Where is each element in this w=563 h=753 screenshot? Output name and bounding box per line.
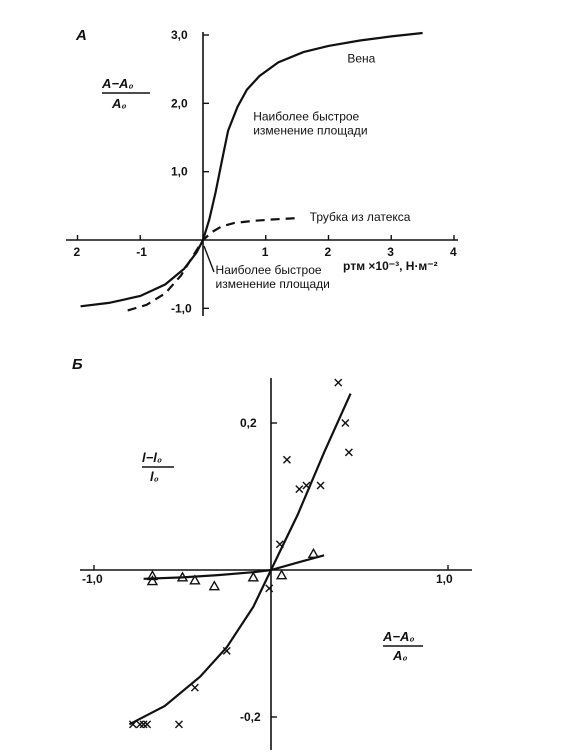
chart-a-x-tick-label: -1 xyxy=(136,245,147,259)
scatter-point-triangle xyxy=(249,573,258,581)
scatter-point-cross xyxy=(303,482,310,489)
chart-a-y-tick-label: -1,0 xyxy=(171,301,192,316)
chart-a-annotation: Наиболее быстрое изменение площади xyxy=(253,109,368,138)
chart-b-y-tick-label: 0,2 xyxy=(240,416,257,430)
chart-a-x-tick-label: 1 xyxy=(261,245,269,259)
chart-a-annotation: Наиболее быстрое изменение площади xyxy=(215,263,330,292)
chart-b-x-tick-label: -1,0 xyxy=(82,572,103,586)
chart-a-annotation: Трубка из латекса xyxy=(309,209,411,224)
chart-a-ylabel-denominator: A₀ xyxy=(112,96,127,111)
chart-a xyxy=(66,27,458,316)
scatter-point-cross xyxy=(296,486,303,493)
scatter-point-cross xyxy=(175,721,182,728)
scatter-point-cross xyxy=(140,721,147,728)
chart-b-fit-line xyxy=(129,394,350,725)
scatter-point-triangle xyxy=(277,571,286,579)
chart-a-panel-label: А xyxy=(76,27,87,44)
scatter-point-triangle xyxy=(210,582,219,590)
chart-b-xlabel-numerator: A−A₀ xyxy=(383,629,415,644)
chart-a-x-tick-label: 2 xyxy=(73,245,81,259)
chart-a-y-tick-label: 1,0 xyxy=(171,164,188,179)
scatter-point-cross xyxy=(137,721,144,728)
chart-a-x-tick-label: 3 xyxy=(387,245,394,259)
chart-b-panel-label: Б xyxy=(72,356,83,373)
chart-b-fit-line xyxy=(144,555,325,579)
chart-a-annotation: Вена xyxy=(347,51,376,66)
chart-a-x-tick-label: 4 xyxy=(450,245,457,259)
scatter-point-cross xyxy=(283,456,290,463)
chart-b-ylabel-denominator: l₀ xyxy=(150,469,159,484)
scatter-point-cross xyxy=(144,721,151,728)
scatter-point-cross xyxy=(335,379,342,386)
chart-b xyxy=(72,356,472,750)
chart-b-x-tick-label: 1,0 xyxy=(436,572,453,586)
chart-a-x-tick-label: 2 xyxy=(324,245,332,259)
scatter-point-cross xyxy=(345,449,352,456)
scatter-point-cross xyxy=(342,420,349,427)
chart-a-y-tick-label: 3,0 xyxy=(171,28,188,42)
chart-a-y-tick-label: 2,0 xyxy=(171,96,188,111)
chart-b-ylabel-numerator: l−l₀ xyxy=(142,450,162,465)
chart-a-annotation-leader xyxy=(204,246,214,272)
chart-b-xlabel-denominator: A₀ xyxy=(393,648,408,663)
scatter-point-triangle xyxy=(309,549,318,557)
scatter-point-cross xyxy=(191,684,198,691)
chart-b-y-tick-label: -0,2 xyxy=(240,710,261,724)
scatter-point-cross xyxy=(317,482,324,489)
chart-a-ylabel-numerator: A−A₀ xyxy=(102,76,134,91)
chart-a-xlabel: pтм ×10⁻³, Н·м⁻² xyxy=(343,259,438,273)
